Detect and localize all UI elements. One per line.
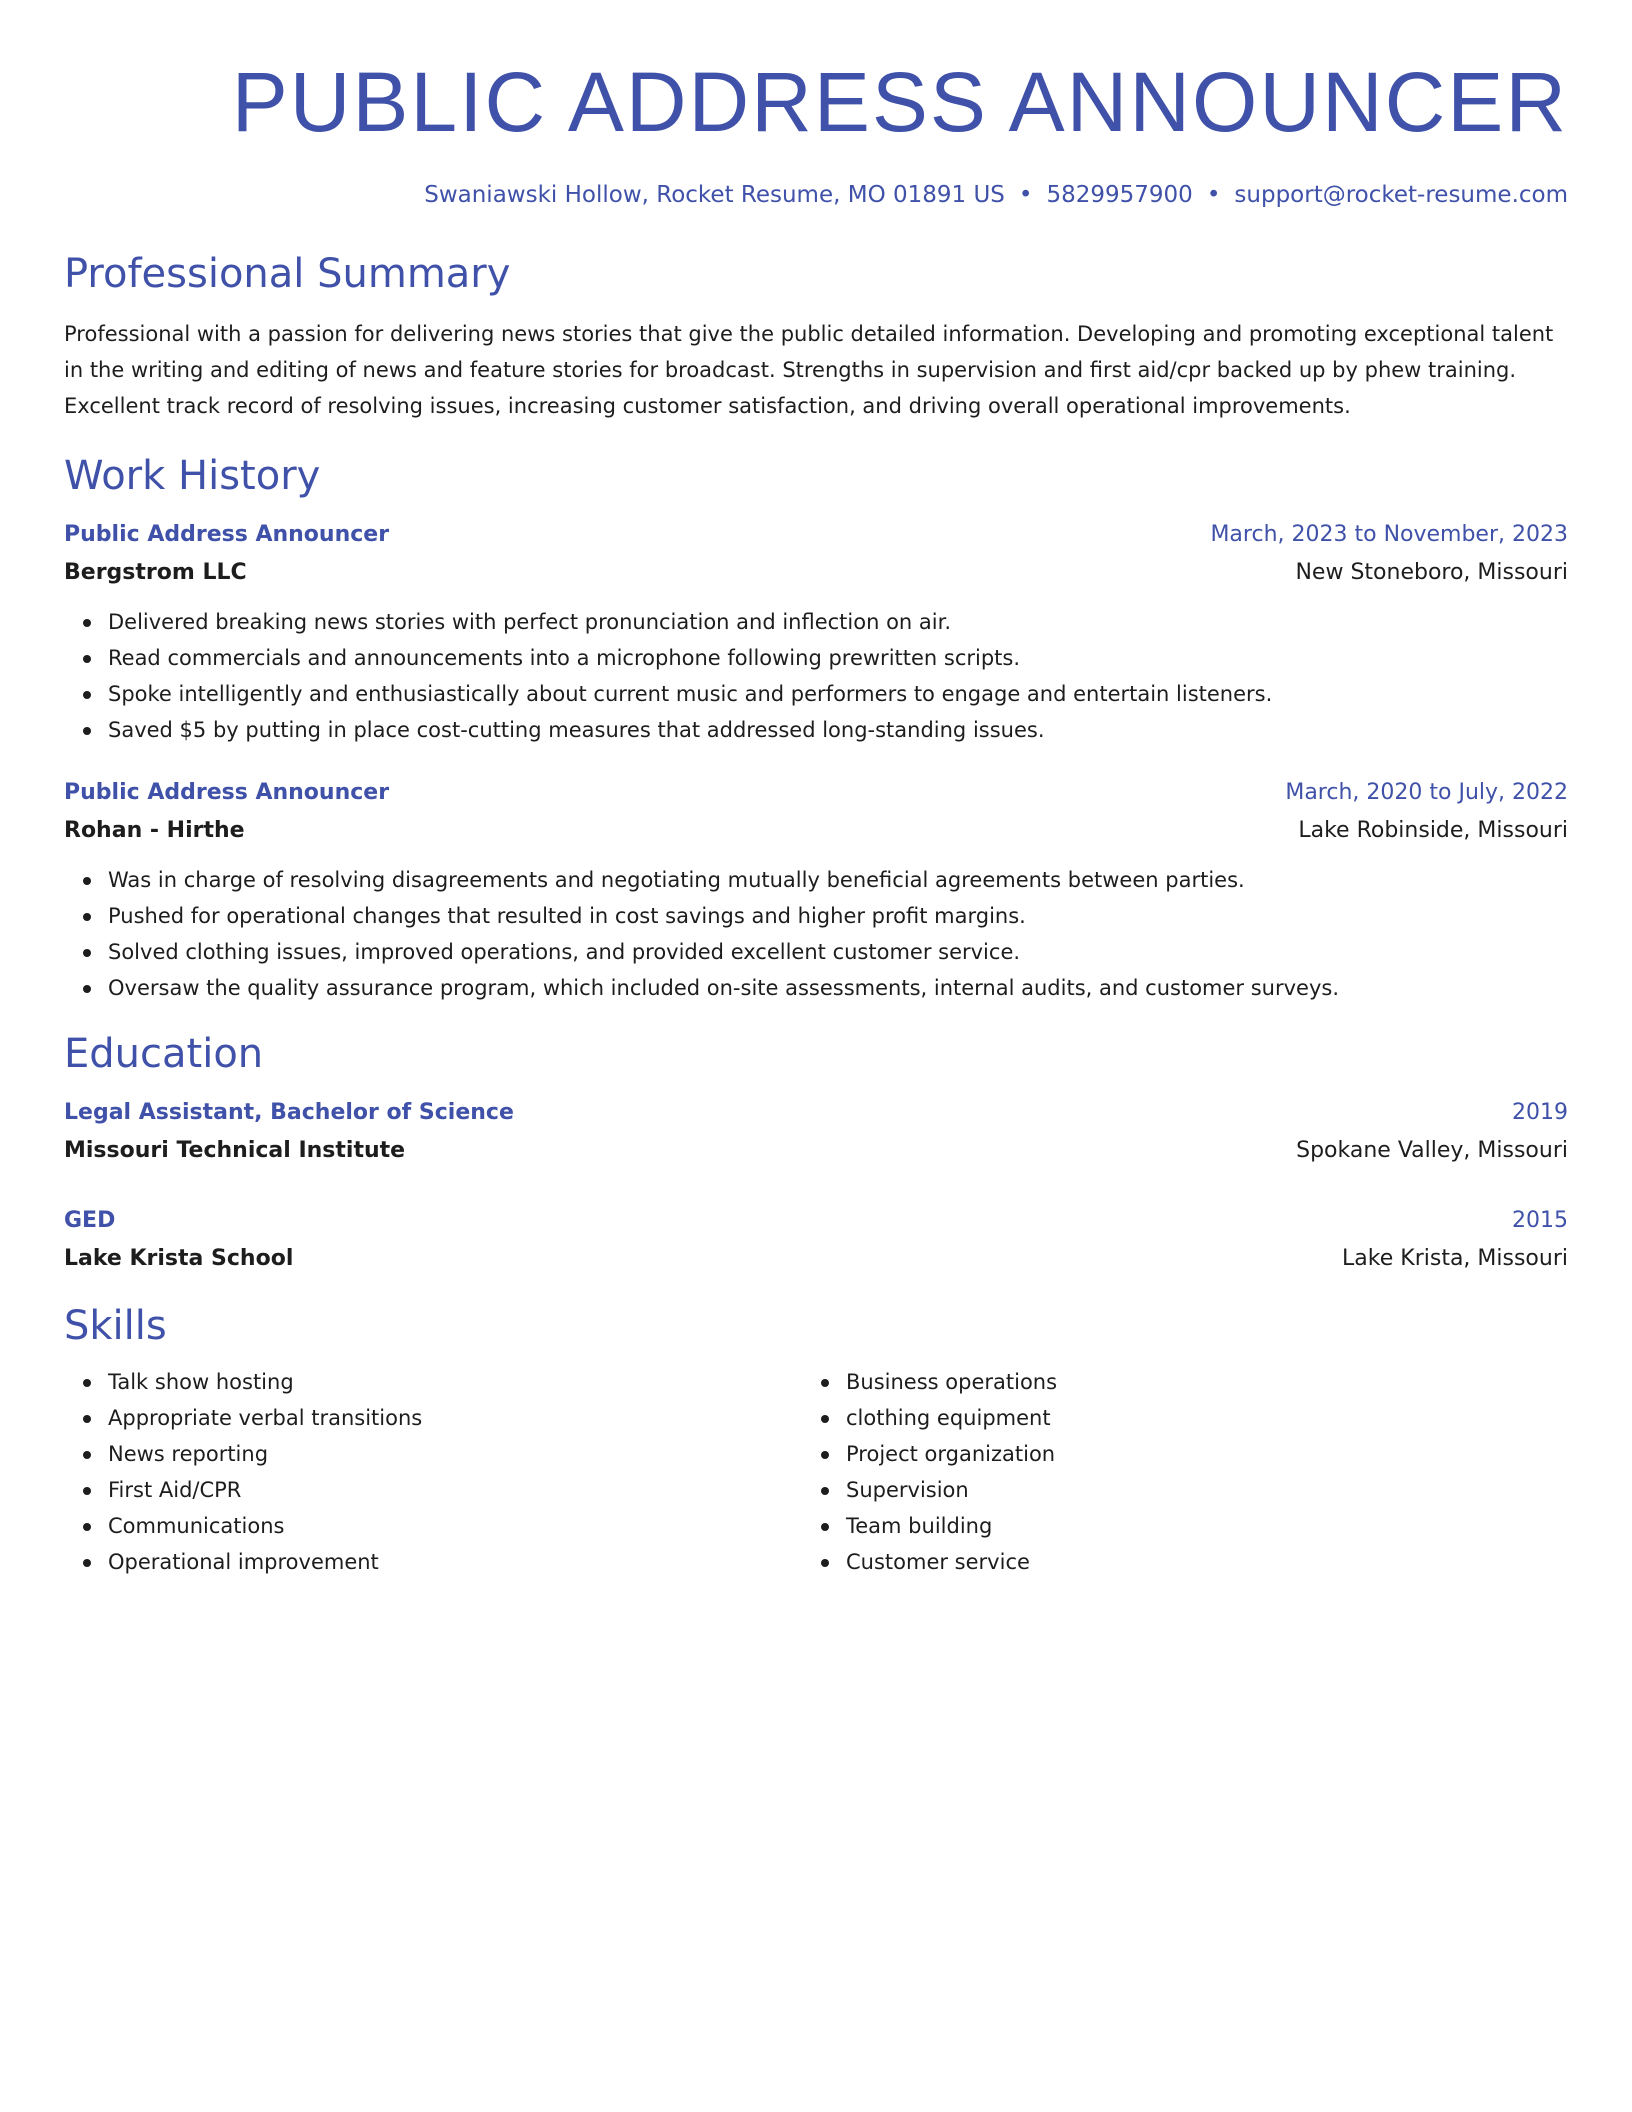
job-bullet: Spoke intelligently and enthusiastically about current music and performers to engage and entertain listeners. [108,676,1568,712]
skills-list [64,1364,1568,1580]
job-location: Lake Robinside, Missouri [1298,818,1568,843]
contact-phone: 5829957900 [1046,182,1193,208]
resume-header [64,52,1568,210]
skill-item: Talk show hosting [108,1364,802,1400]
skill-item: Supervision [846,1472,1540,1508]
skills-column-left [64,1364,802,1580]
job-company: Bergstrom LLC [64,560,247,585]
skill-item: Business operations [846,1364,1540,1400]
school-name: Missouri Technical Institute [64,1138,406,1163]
job-company: Rohan - Hirthe [64,818,245,843]
degree-title: GED [64,1208,116,1233]
job-bullet: Pushed for operational changes that resulted in cost savings and higher profit margins. [108,898,1568,934]
skill-item: Operational improvement [108,1544,802,1580]
skill-item: Customer service [846,1544,1540,1580]
skills-column-right [802,1364,1540,1580]
job-bullet: Delivered breaking news stories with perfect pronunciation and inflection on air. [108,604,1568,640]
education-entry [64,1094,1568,1170]
job-dates: March, 2020 to July, 2022 [1285,780,1568,805]
section-title-education: Education [64,1031,264,1077]
job-dates: March, 2023 to November, 2023 [1210,522,1568,547]
school-name: Lake Krista School [64,1246,294,1271]
contact-email[interactable]: support@rocket-resume.com [1234,182,1568,208]
job-bullet: Saved $5 by putting in place cost-cutting measures that addressed long-standing issues. [108,712,1568,748]
education-entry [64,1202,1568,1278]
skill-item: clothing equipment [846,1400,1540,1436]
job-bullets [64,862,1568,1006]
school-location: Spokane Valley, Missouri [1296,1138,1568,1163]
section-title-skills: Skills [64,1303,167,1349]
job-bullet: Oversaw the quality assurance program, which included on-site assessments, internal audits, and customer surveys. [108,970,1568,1006]
section-title-work-history: Work History [64,453,321,499]
skill-item: Appropriate verbal transitions [108,1400,802,1436]
school-location: Lake Krista, Missouri [1342,1246,1568,1271]
contact-separator: • [1206,182,1221,208]
skill-item: Team building [846,1508,1540,1544]
skills-bullets-left [64,1364,802,1580]
degree-title: Legal Assistant, Bachelor of Science [64,1100,514,1125]
job-location: New Stoneboro, Missouri [1295,560,1568,585]
skill-item: Project organization [846,1436,1540,1472]
candidate-name: PUBLIC ADDRESS ANNOUNCER [231,55,1568,149]
degree-year: 2015 [1512,1208,1568,1233]
summary-text: Professional with a passion for delivering news stories that give the public detailed information. Developing and promoting exceptional talent in the writing and editing of news and feature stories for broadcast. Strengths in supervision and first aid/cpr backed up by phew training. Excellent track record of resolving issues, increasing customer satisfaction, and driving overall operational improvements. [64,322,1554,418]
degree-year: 2019 [1512,1100,1568,1125]
contact-separator: • [1018,182,1033,208]
work-entry [64,774,1568,1006]
job-bullets [64,604,1568,748]
skill-item: News reporting [108,1436,802,1472]
job-bullet: Solved clothing issues, improved operations, and provided excellent customer service. [108,934,1568,970]
contact-line [64,180,1568,210]
work-entry [64,516,1568,748]
job-title: Public Address Announcer [64,522,390,547]
job-bullet: Read commercials and announcements into a microphone following prewritten scripts. [108,640,1568,676]
job-bullet: Was in charge of resolving disagreements and negotiating mutually beneficial agreements between parties. [108,862,1568,898]
contact-address: Swaniawski Hollow, Rocket Resume, MO 01891 US [424,182,1005,208]
job-title: Public Address Announcer [64,780,390,805]
skill-item: First Aid/CPR [108,1472,802,1508]
skill-item: Communications [108,1508,802,1544]
section-title-summary: Professional Summary [64,251,511,297]
skills-bullets-right [802,1364,1540,1580]
